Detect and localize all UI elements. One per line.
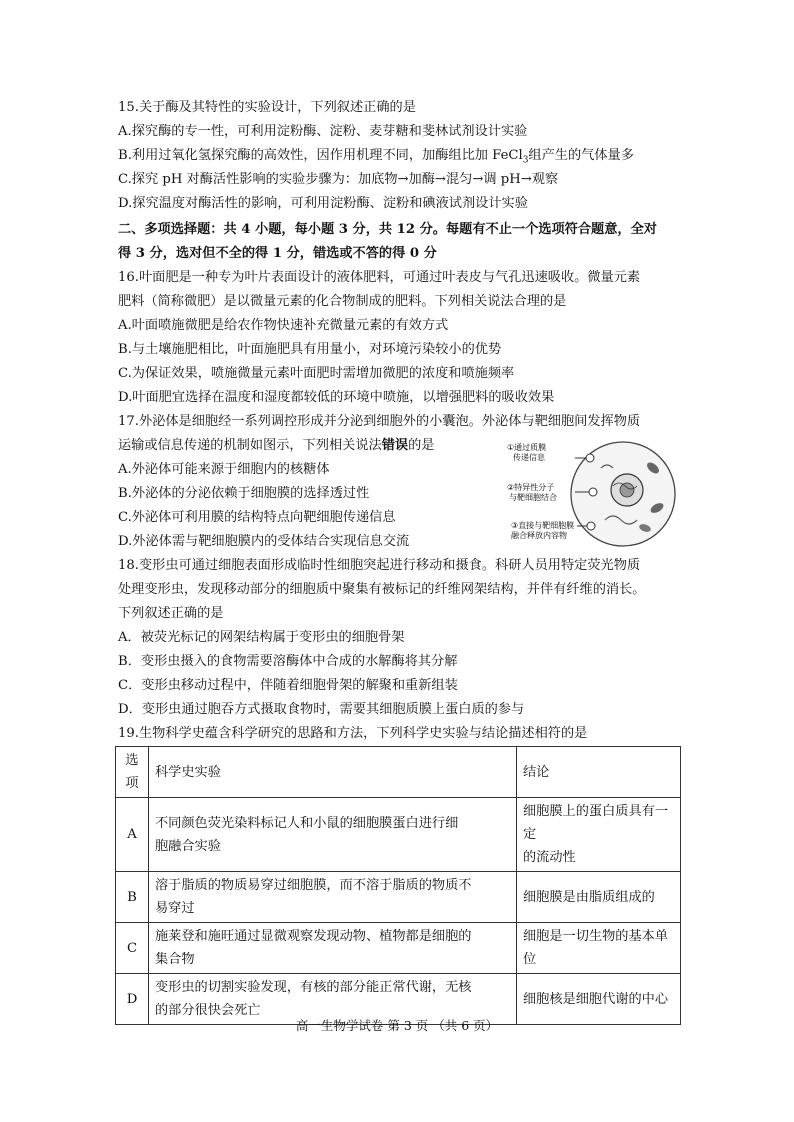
exosome bbox=[589, 488, 597, 496]
q18-option-a: A．被荧光标记的网架结构属于变形虫的细胞骨架 bbox=[118, 630, 405, 645]
q19-table bbox=[115, 746, 681, 1025]
row-option: D bbox=[116, 974, 149, 1025]
q15-option-d: D.探究温度对酶活性的影响，可利用淀粉酶、淀粉和碘液试剂设计实验 bbox=[118, 196, 528, 211]
q17-stem-line2: 运输或信息传递的机制如图示，下列相关说法错误的是 bbox=[118, 438, 435, 453]
row-option: B bbox=[116, 872, 149, 923]
q16-option-c: C.为保证效果，喷施微量元素叶面肥时需增加微肥的浓度和喷施频率 bbox=[118, 366, 515, 381]
header-experiment: 科学史实验 bbox=[149, 747, 517, 798]
q18-stem-line3: 下列叙述正确的是 bbox=[118, 606, 224, 621]
table-header-row bbox=[116, 747, 681, 798]
q18-option-d: D．变形虫通过胞吞方式摄取食物时，需要其细胞质膜上蛋白质的参与 bbox=[118, 702, 525, 717]
figure-label-1a: ①通过质膜 bbox=[507, 443, 547, 452]
q18-option-c: C．变形虫移动过程中，伴随着细胞骨架的解聚和重新组装 bbox=[118, 678, 458, 693]
figure-label-1b: 传递信息 bbox=[513, 453, 545, 462]
figure-label-3a: ③直接与靶细胞膜 bbox=[511, 521, 575, 530]
row-conclusion: 细胞膜上的蛋白质具有一定 的流动性 bbox=[517, 798, 681, 872]
row-experiment: 不同颜色荧光染料标记人和小鼠的细胞膜蛋白进行细 胞融合实验 bbox=[149, 798, 517, 872]
q15-stem: 15.关于酶及其特性的实验设计，下列叙述正确的是 bbox=[118, 100, 416, 115]
q18-stem-line1: 18.变形虫可通过细胞表面形成临时性细胞突起进行移动和摄食。科研人员用特定荧光物质 bbox=[118, 558, 641, 573]
exosome bbox=[586, 454, 594, 462]
exosome bbox=[587, 522, 595, 530]
row-experiment: 溶于脂质的物质易穿过细胞膜，而不溶于脂质的物质不 易穿过 bbox=[149, 872, 517, 923]
q17-option-c: C.外泌体可利用膜的结构特点向靶细胞传递信息 bbox=[118, 510, 396, 525]
q16-option-d: D.叶面肥宜选择在温度和湿度都较低的环境中喷施，以增强肥料的吸收效果 bbox=[118, 390, 555, 405]
section2-heading-line2: 得 3 分，选对但不全的得 1 分，错选或不答的得 0 分 bbox=[118, 246, 437, 261]
header-conclusion: 结论 bbox=[517, 747, 681, 798]
row-conclusion: 细胞核是细胞代谢的中心 bbox=[517, 974, 681, 1025]
row-option: A bbox=[116, 798, 149, 872]
q17-option-b: B.外泌体的分泌依赖于细胞膜的选择透过性 bbox=[118, 486, 370, 501]
nucleolus bbox=[620, 483, 634, 497]
q18-stem-line2: 处理变形虫，发现移动部分的细胞质中聚集有被标记的纤维网架结构，并伴有纤维的消长。 bbox=[118, 582, 646, 597]
figure-label-2a: ②特异性分子 bbox=[507, 483, 555, 492]
q16-stem-line1: 16.叶面肥是一种专为叶片表面设计的液体肥料，可通过叶表皮与气孔迅速吸收。微量元素 bbox=[118, 270, 641, 285]
q19-stem: 19.生物科学史蕴含科学研究的思路和方法，下列科学史实验与结论描述相符的是 bbox=[118, 726, 588, 741]
q17-stem-line1: 17.外泌体是细胞经一系列调控形成并分泌到细胞外的小囊泡。外泌体与靶细胞间发挥物质 bbox=[118, 414, 641, 429]
section2-heading-line1: 二、多项选择题：共 4 小题，每小题 3 分，共 12 分。每题有不止一个选项符合题意，全对 bbox=[118, 222, 657, 237]
row-experiment: 变形虫的切割实验发现，有核的部分能正常代谢，无核 的部分很快会死亡 bbox=[149, 974, 517, 1025]
q18-option-b: B．变形虫摄入的食物需要溶酶体中合成的水解酶将其分解 bbox=[118, 654, 458, 669]
table-row bbox=[116, 923, 681, 974]
row-conclusion: 细胞是一切生物的基本单位 bbox=[517, 923, 681, 974]
q17-option-d: D.外泌体需与靶细胞膜内的受体结合实现信息交流 bbox=[118, 534, 410, 549]
q16-option-b: B.与土壤施肥相比，叶面施肥具有用量小，对环境污染较小的优势 bbox=[118, 342, 502, 357]
row-option: C bbox=[116, 923, 149, 974]
figure-label-2b: 与靶细胞结合 bbox=[509, 493, 557, 502]
q15-option-b: B.利用过氧化氢探究酶的高效性，因作用机理不同，加酶组比加 FeCl$_3$组产生的气体量多 bbox=[118, 148, 634, 166]
q16-option-a: A.叶面喷施微肥是给农作物快速补充微量元素的有效方式 bbox=[118, 318, 449, 333]
q15-option-c: C.探究 pH 对酶活性影响的实验步骤为：加底物→加酶→混匀→调 pH→观察 bbox=[118, 172, 559, 187]
row-experiment: 施莱登和施旺通过显微观察发现动物、植物都是细胞的 集合物 bbox=[149, 923, 517, 974]
figure-label-3b: 融合释放内容物 bbox=[511, 531, 567, 540]
q15-option-a: A.探究酶的专一性，可利用淀粉酶、淀粉、麦芽糖和斐林试剂设计实验 bbox=[118, 124, 528, 139]
q16-stem-line2: 肥料（简称微肥）是以微量元素的化合物制成的肥料。下列相关说法合理的是 bbox=[118, 294, 567, 309]
exosome-diagram bbox=[505, 438, 680, 550]
row-conclusion: 细胞膜是由脂质组成的 bbox=[517, 872, 681, 923]
header-option: 选 项 bbox=[116, 747, 149, 798]
page-footer: 高一生物学试卷 第 3 页 （共 6 页） bbox=[295, 1018, 499, 1033]
table-row bbox=[116, 798, 681, 872]
q17-option-a: A.外泌体可能来源于细胞内的核糖体 bbox=[118, 462, 330, 477]
table-row bbox=[116, 872, 681, 923]
